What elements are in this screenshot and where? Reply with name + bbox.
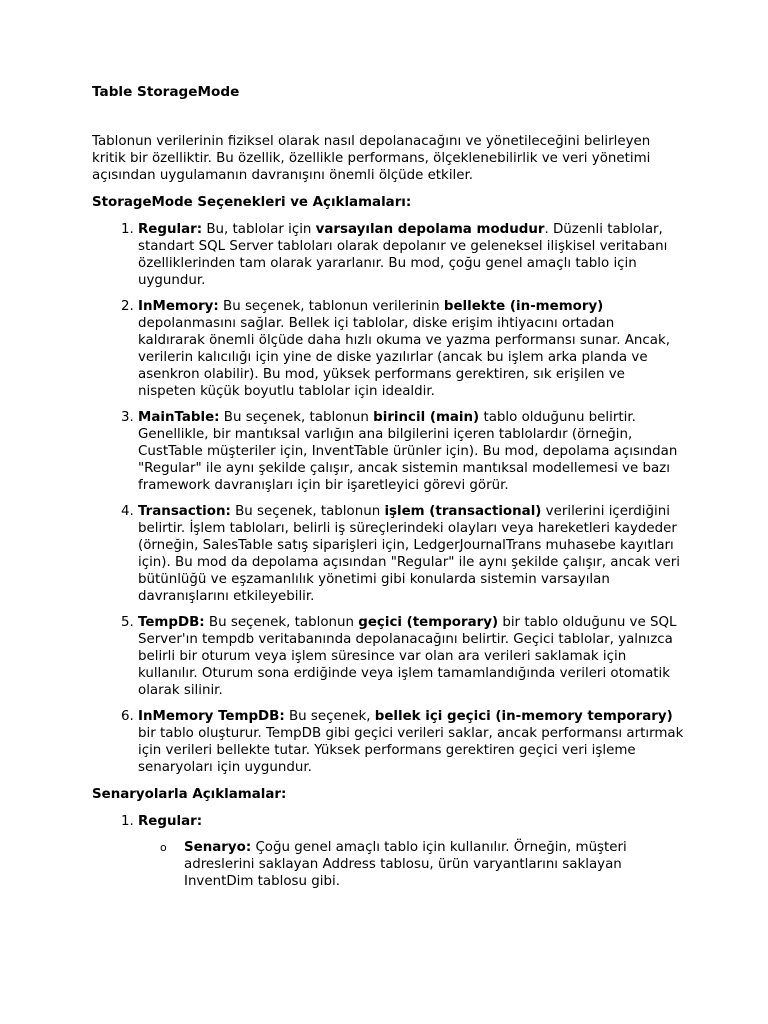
option-emphasis: bellek içi geçici (in-memory temporary) [374, 709, 673, 724]
scenario-label: Senaryo: [184, 840, 252, 855]
options-list [92, 221, 684, 776]
scenario-item-regular [138, 813, 684, 890]
intro-paragraph: Tablonun verilerinin fiziksel olarak nasıl depolanacağını ve yönetileceğini belirleyen kritik bir özelliktir. Bu özellik, özellikle performans, ölçeklenebilirlik ve veri yönetimi açısından uygulamanın davranışını önemli ölçüde etkiler. [92, 134, 651, 183]
option-text: tablo olduğunu belirtir. Genellikle, bir mantıksal varlığın ana bilgilerini içeren tablolardır (örneğin, CustTable müşteriler için, InventTable ürünler için). Bu mod, depolama açısından "Regular" ile aynı şekilde çalışır, ancak sistemin mantıksal modellemesi ve bazı framework davranışları için bir işaretleyici görevi görür. [138, 410, 678, 493]
option-text: Bu seçenek, tablonun [219, 410, 374, 425]
option-text: depolanmasını sağlar. Bellek içi tablolar, diske erişim ihtiyacını ortadan kaldırarak önemli ölçüde daha hızlı okuma ve yazma performansı sunar. Ancak, verilerin kalıcılığı için yine de diske yazılırlar (ancak bu işlem arka planda ve asenkron olabilir). Bu mod, yüksek performans gerektiren, sık erişilen ve nispeten küçük boyutlu tablolar için idealdir. [138, 316, 670, 399]
option-name: TempDB: [138, 615, 205, 630]
option-emphasis: geçici (temporary) [358, 615, 499, 630]
scenario-text: Çoğu genel amaçlı tablo için kullanılır. Örneğin, müşteri adreslerini saklayan Address tablosu, ürün varyantlarını saklayan InventDim tablosu gibi. [184, 840, 627, 889]
option-emphasis: işlem (transactional) [384, 504, 542, 519]
option-text: Bu seçenek, tablonun [230, 504, 385, 519]
option-text: Bu seçenek, [284, 709, 375, 724]
option-item-inmemory [138, 298, 684, 400]
option-name: InMemory TempDB: [138, 709, 285, 724]
scenario-name: Regular: [138, 814, 203, 829]
scenario-subitem [160, 839, 684, 890]
option-name: MainTable: [138, 410, 220, 425]
option-text: . Düzenli tablolar, standart SQL Server tabloları olarak depolanır ve geleneksel ilişkisel veritabanı özelliklerinden tam olarak yararlanır. Bu mod, çoğu genel amaçlı tablo için uygundur. [138, 222, 668, 288]
option-text: bir tablo oluşturur. TempDB gibi geçici verileri saklar, ancak performansı artırmak için verileri bellekte tutar. Yüksek performans gerektiren geçici veri işleme senaryoları için uygundur. [138, 726, 684, 775]
options-heading: StorageMode Seçenekleri ve Açıklamaları: [92, 195, 412, 210]
document-title: Table StorageMode [92, 84, 240, 100]
option-item-regular [138, 221, 684, 289]
scenarios-list [92, 813, 684, 890]
option-text: verilerini içerdiğini belirtir. İşlem tabloları, belirli iş süreçlerindeki olayları veya hareketleri kaydeder (örneğin, SalesTable satış siparişleri için, LedgerJournalTrans muhasebe kayıtları için). Bu mod da depolama açısından "Regular" ile aynı şekilde çalışır, ancak veri bütünlüğü ve eşzamanlılık yönetimi gibi konularda sistemin varsayılan davranışlarını etkileyebilir. [138, 504, 680, 604]
option-name: InMemory: [138, 299, 219, 314]
option-name: Regular: [138, 222, 203, 237]
document-page [92, 84, 684, 900]
option-item-maintable [138, 409, 684, 494]
option-emphasis: varsayılan depolama modudur [315, 222, 545, 237]
scenarios-heading: Senaryolarla Açıklamalar: [92, 787, 287, 802]
option-item-inmemory-tempdb [138, 708, 684, 776]
option-name: Transaction: [138, 504, 231, 519]
option-text: Bu, tablolar için [202, 222, 316, 237]
bullet-icon: o [160, 841, 167, 854]
option-item-tempdb [138, 614, 684, 699]
option-text: bir tablo olduğunu ve SQL Server'ın tempdb veritabanında depolanacağını belirtir. Geçici tablolar, yalnızca belirli bir oturum veya işlem süresince var olan ara verileri saklamak için kullanılır. Oturum sona erdiğinde veya işlem tamamlandığında verileri otomatik olarak silinir. [138, 615, 677, 698]
option-text: Bu seçenek, tablonun verilerinin [218, 299, 444, 314]
scenario-sublist [138, 839, 684, 890]
option-emphasis: birincil (main) [373, 410, 480, 425]
option-text: Bu seçenek, tablonun [204, 615, 359, 630]
option-item-transaction [138, 503, 684, 605]
option-emphasis: bellekte (in-memory) [443, 299, 604, 314]
